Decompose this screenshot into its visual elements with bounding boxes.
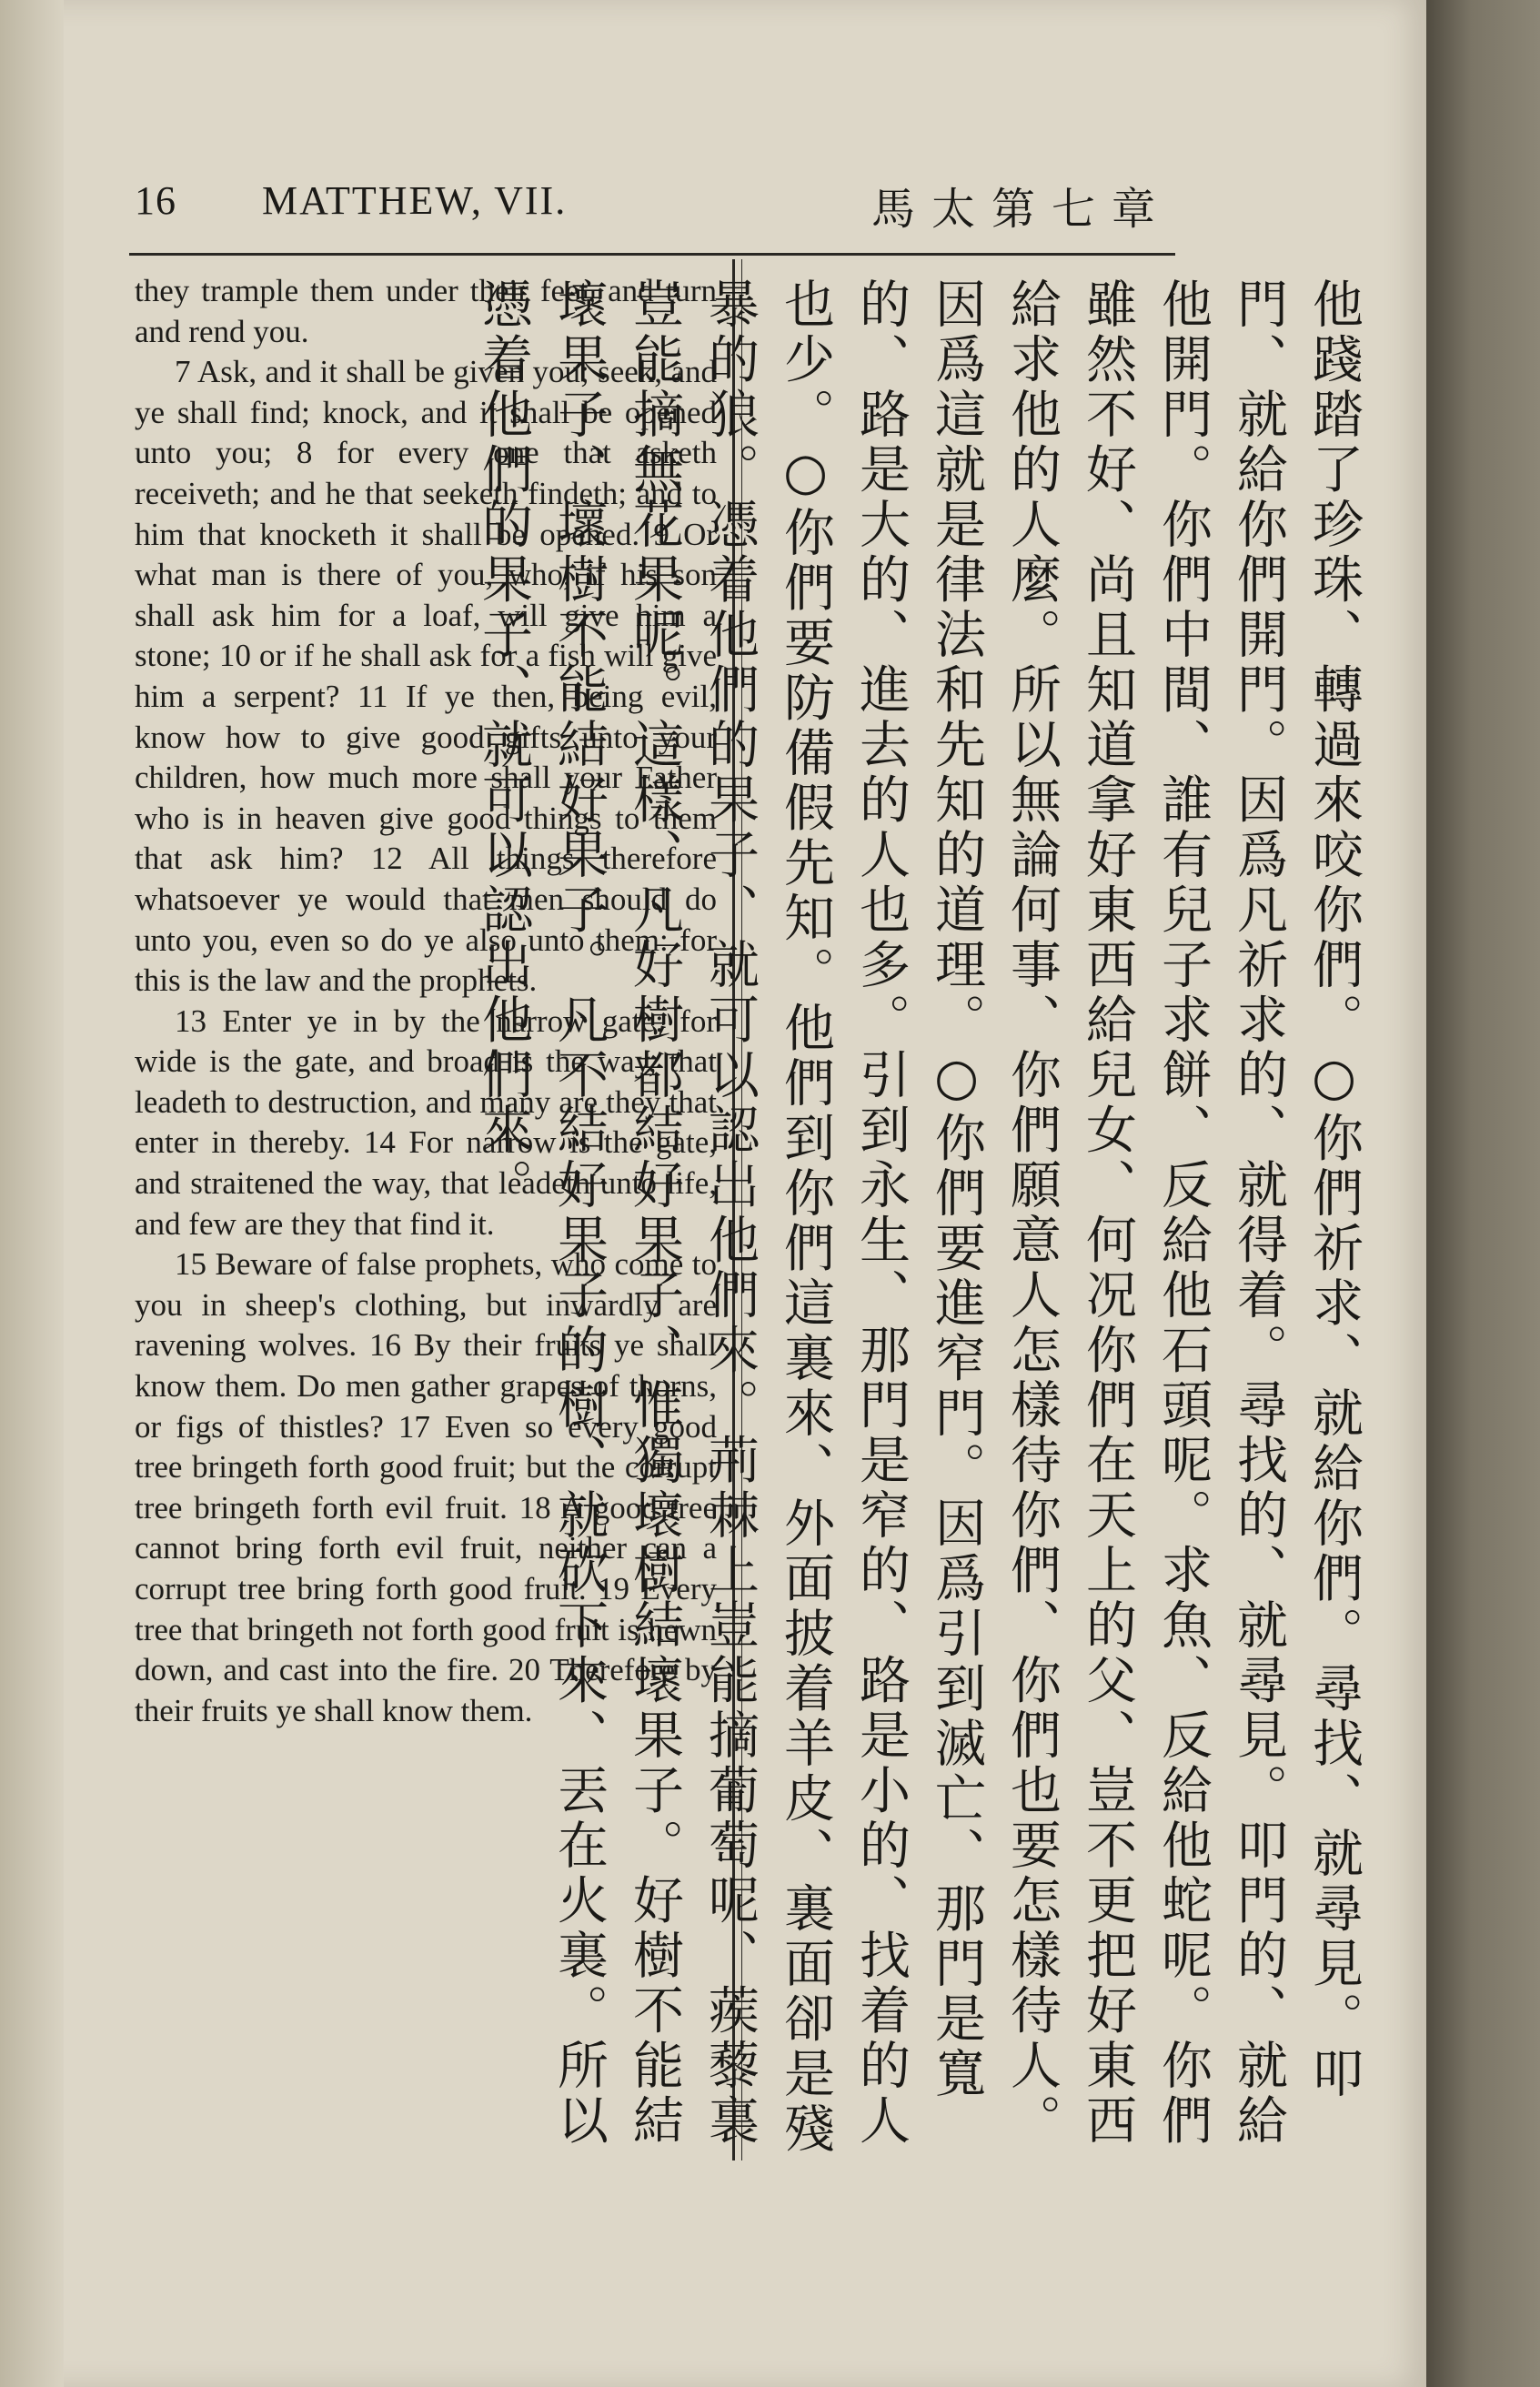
english-paragraph: 13 Enter ye in by the narrow gate: for wide is the gate, and broad is the way, that leadeth to destruction, and many are they that enter in thereby. 14 For narrow is the gate, and straitened the way, that leadeth unto life, and few are they that find it.	[135, 1002, 717, 1242]
page-gutter	[0, 0, 64, 2387]
page-header	[135, 177, 1181, 241]
book-edge	[1426, 0, 1540, 2387]
chinese-running-title: 馬太第七章	[871, 184, 1173, 235]
english-paragraph: 7 Ask, and it shall be given you; seek, and ye shall find; knock, and it shall be opened unto you; 8 for every one that asketh receiveth; and he that seeketh findeth; and to him that knocketh it shall be opened. 9 Or what man is there of you, who, if his son shall ask him for a loaf, will give him a stone; 10 or if he shall ask for a fish will give him a serpent? 11 If ye then, being evil, know how to give good gifts unto your children, how much more shall your Father who is in heaven give good things to them that ask him? 12 All things therefore whatsoever ye would that men should do unto you, even so do ye also unto them: for this is the law and the prophets.	[135, 354, 717, 999]
page-number: 16	[135, 178, 176, 223]
header-rule	[129, 253, 1175, 256]
english-paragraph: they trample them under their feet, and turn and rend you.	[135, 273, 717, 349]
chinese-paragraph: 他踐踏了珍珠、轉過來咬你們。○你們祈求、就給你們。尋找、就尋見。叩門、就給你們開門。因爲凡祈求的、就得着。尋找的、就尋見。叩門的、就給他開門。你們中間、誰有兒子求餅、反給他石頭呢。求魚、反給他蛇呢。你們雖然不好、尚且知道拿好東西給兒女、何况你們在天上的父、豈不更把好東西給求他的人麼。所以無論何事、你們願意人怎樣待你們、你們也要怎樣待人。因爲這就是律法和先知的道理。○你們要進窄門。因爲引到滅亡、那門是寬的、路是大的、進去的人也多。引到永生、那門是窄的、路是小的、找着的人也少。○你們要防備假先知。他們到你們這裏來、外面披着羊皮、裏面卻是殘暴的狼。憑着他們的果子、就可以認出他們來。荊棘上豈能摘葡萄呢、蒺藜裏豈能摘無花果呢。這樣、凡好樹都結好果子、惟獨壞樹結壞果子。好樹不能結壞果子、壞樹不能結好果子。凡不結好果子的樹、就砍下來、丟在火裏。所以憑着他們的果子、就可以認出他們來。	[474, 277, 1364, 2157]
chinese-column	[474, 277, 1372, 2160]
english-running-title: MATTHEW, VII.	[262, 178, 568, 223]
english-paragraph: 15 Beware of false prophets, who come to you in sheep's clothing, but inwardly are ravening wolves. 16 By their fruits ye shall know them. Do men gather grapes of thorns, or figs of thistles? 17 Even so every good tree bringeth forth good fruit; but the corrupt tree bringeth forth evil fruit. 18 A good tree cannot bring forth evil fruit, neither can a corrupt tree bring forth good fruit. 19 Every tree that bringeth not forth good fruit is hewn down, and cast into the fire. 20 Therefore by their fruits ye shall know them.	[135, 1246, 717, 1728]
